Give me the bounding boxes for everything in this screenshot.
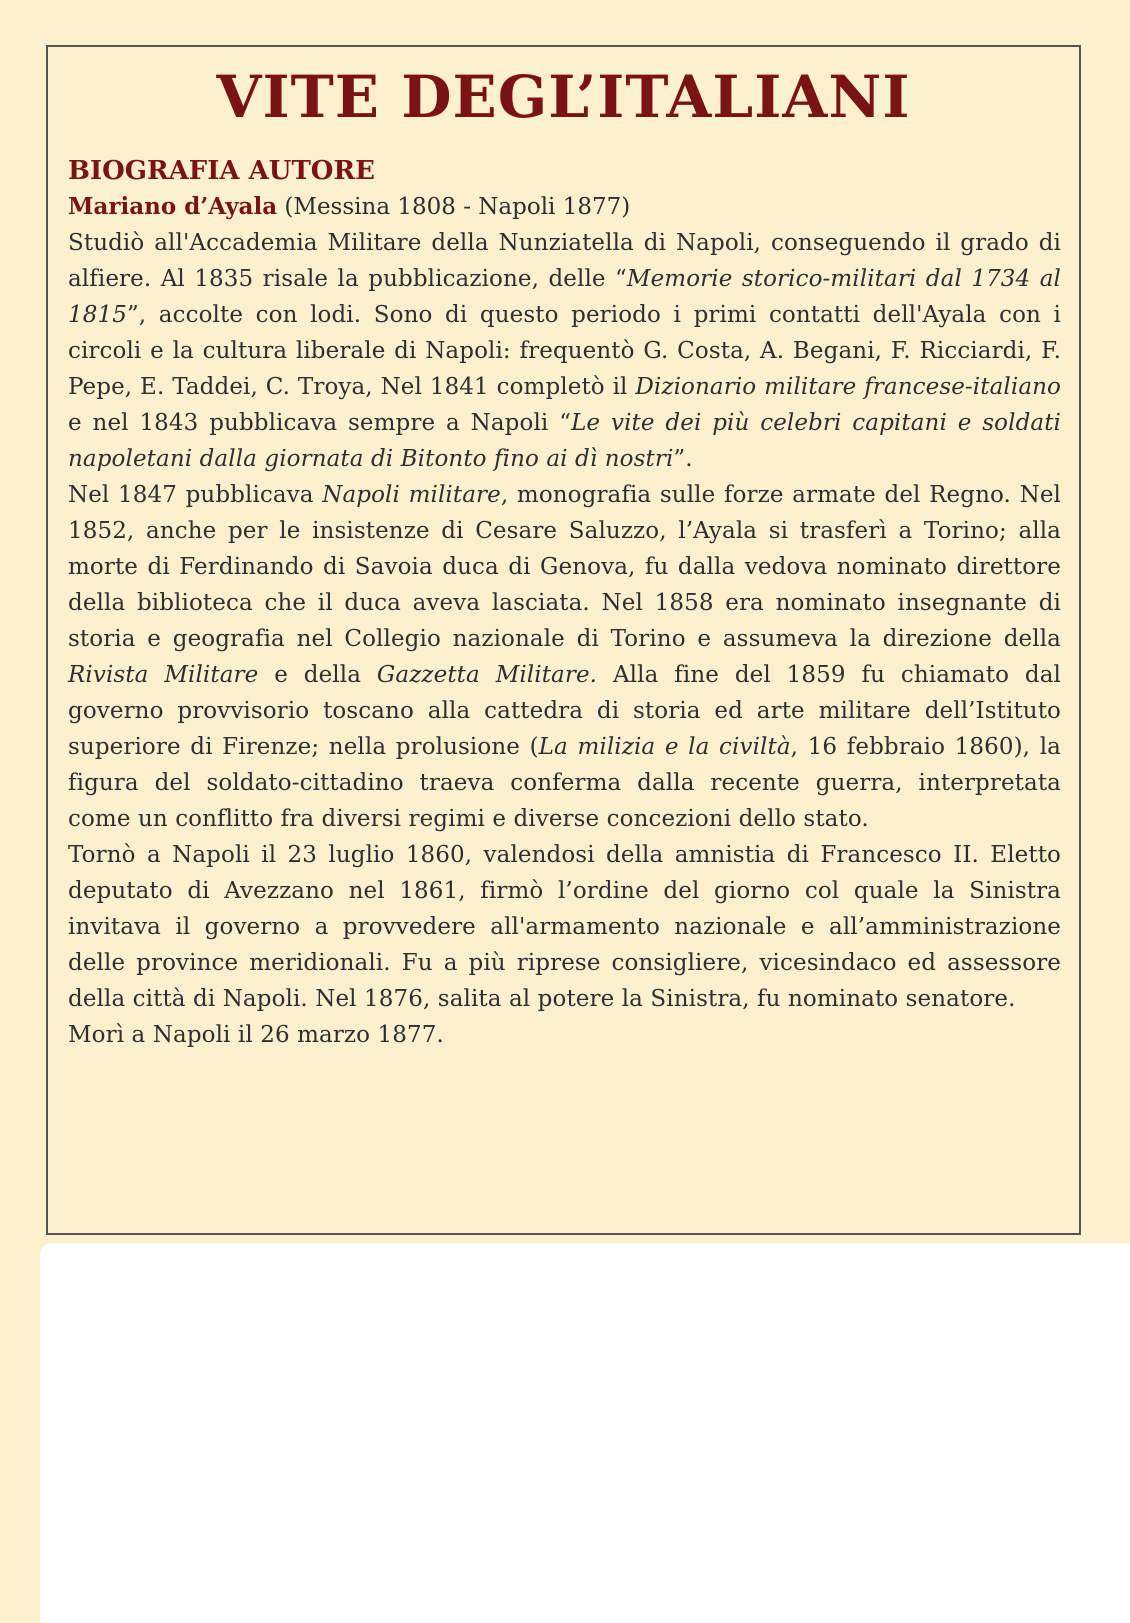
biography-content (68, 153, 1061, 1053)
italic-title-text: Dizionario militare francese-italiano (635, 374, 1061, 400)
author-dates: (Messina 1808 - Napoli 1877) (284, 194, 631, 220)
italic-title-text: La milizia e la civiltà (538, 734, 791, 760)
biography-text (68, 225, 1061, 1053)
paragraph-text: Tornò a Napoli il 23 luglio 1860, valendosi della amnistia di Francesco II. Eletto deputato di Avezzano nel 1861, firmò l’ordine del giorno col quale la Sinistra invitava il governo a provvedere all'armamento nazionale e all’amministrazione delle province meridionali. Fu a più riprese consigliere, vicesindaco ed assessore della città di Napoli. Nel 1876, salita al potere la Sinistra, fu nominato senatore. (68, 842, 1061, 1012)
italic-title-text: Memorie storico-militari dal 1734 al 1815 (68, 266, 1061, 328)
paragraph-text: Nel 1847 pubblicava (68, 482, 323, 508)
section-heading: BIOGRAFIA AUTORE (68, 156, 375, 186)
paragraph-text: e della (258, 662, 377, 688)
biography-paragraph (68, 1017, 1061, 1053)
paragraph-text: Studiò all'Accademia Militare della Nunziatella di Napoli, conseguendo il grado di alfiere. Al 1835 risale la pubblicazione, delle “ (68, 230, 1061, 292)
italic-title-text: Rivista Militare (68, 662, 259, 688)
author-line (68, 189, 1061, 225)
italic-title-text: Le vite dei più celebri capitani e soldati napoletani dalla giornata di Bitonto fino ai dì nostri (68, 410, 1062, 472)
blank-white-panel (40, 1243, 1130, 1623)
biography-paragraph (68, 477, 1061, 837)
page-title: VITE DEGL’ITALIANI (216, 63, 911, 131)
paragraph-text: Alla fine del 1859 fu chiamato dal governo provvisorio toscano alla cattedra di storia ed arte militare dell’Istituto superiore di Firenze; nella prolusione ( (68, 662, 1061, 760)
italic-title-text: Gazzetta Militare. (376, 662, 598, 688)
paragraph-text: , 16 febbraio 1860), la figura del soldato-cittadino traeva conferma dalla recente guerra, interpretata come un conflitto fra diversi regimi e diverse concezioni dello stato. (68, 734, 1061, 832)
author-name: Mariano d’Ayala (68, 193, 278, 220)
biography-frame (46, 45, 1081, 1235)
paragraph-text: , monografia sulle forze armate del Regno. Nel 1852, anche per le insistenze di Cesare Saluzzo, l’Ayala si trasferì a Torino; alla morte di Ferdinando di Savoia duca di Genova, fu dalla vedova nominato direttore della biblioteca che il duca aveva lasciata. Nel 1858 era nominato insegnante di storia e geografia nel Collegio nazionale di Torino e assumeva la direzione della (68, 482, 1061, 652)
biography-paragraph (68, 225, 1061, 477)
italic-title-text: Napoli militare (322, 482, 501, 508)
paragraph-text: ”, accolte con lodi. Sono di questo periodo i primi contatti dell'Ayala con i circoli e la cultura liberale di Napoli: frequentò G. Costa, A. Begani, F. Ricciardi, F. Pepe, E. Taddei, C. Troya, Nel 1841 completò il (68, 302, 1061, 400)
paragraph-text: e nel 1843 pubblicava sempre a Napoli “ (68, 410, 572, 436)
paragraph-text: ”. (673, 446, 693, 472)
biography-paragraph (68, 837, 1061, 1017)
paragraph-text: Morì a Napoli il 26 marzo 1877. (68, 1022, 444, 1048)
